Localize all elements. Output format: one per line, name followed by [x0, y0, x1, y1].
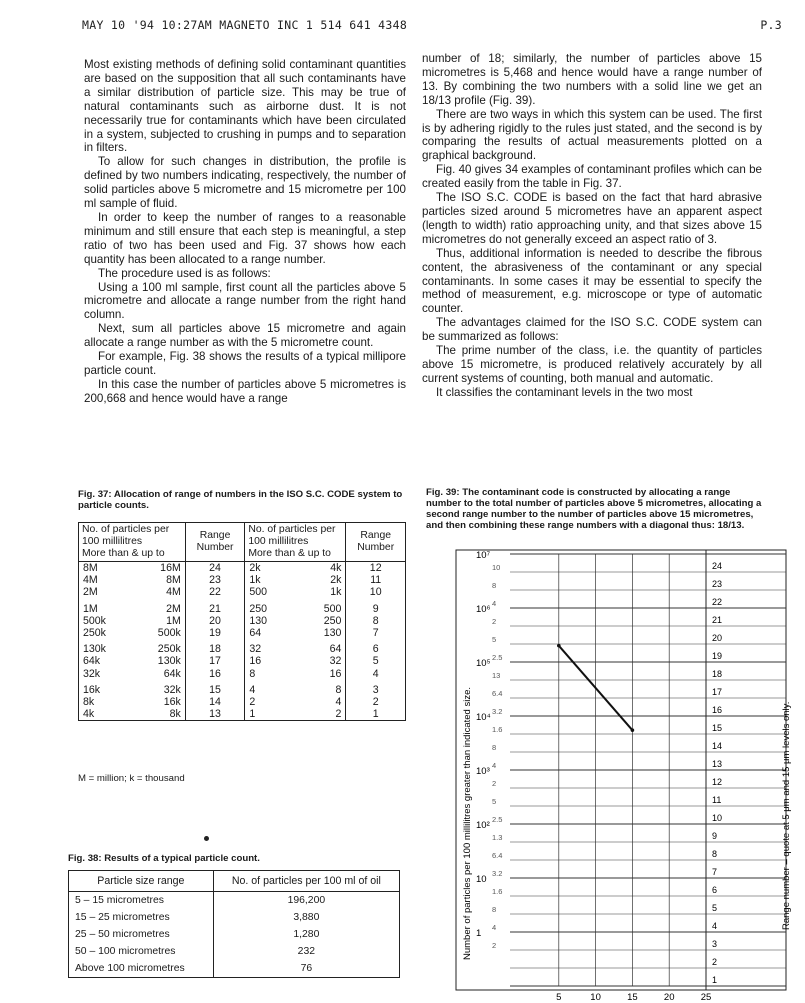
table-cell: 4	[249, 683, 256, 696]
decade-label: 10⁷	[476, 550, 491, 561]
range-number-label: 19	[712, 651, 723, 661]
table-row	[79, 668, 406, 680]
table-cell: 130	[295, 627, 346, 639]
table-cell: 8	[249, 667, 256, 680]
table-cell: 13	[185, 708, 245, 721]
table-row	[79, 639, 406, 655]
table-cell: 23	[185, 574, 245, 586]
table-cell: 250k	[132, 639, 185, 655]
x-tick-label: 15	[627, 992, 638, 1003]
inner-scale-label: 8	[492, 743, 497, 753]
table-cell: 9	[372, 602, 379, 615]
inner-scale-label: 2	[492, 941, 497, 951]
x-tick-label: 5	[556, 992, 562, 1003]
table-cell: 15	[185, 680, 245, 696]
page-number: P.3	[760, 18, 782, 32]
table-cell: 8	[295, 680, 346, 696]
table-cell: 500k	[83, 614, 106, 627]
table-cell: 24	[185, 562, 245, 575]
table-cell: 2	[249, 696, 256, 709]
table-row	[79, 586, 406, 598]
table-cell: 76	[213, 960, 399, 978]
range-number-label: 16	[712, 705, 723, 715]
range-axis-label: Range number – quote at 5 μm and 15 μm levels only.	[781, 701, 792, 930]
data-point	[631, 728, 635, 732]
inner-scale-label: 4	[492, 923, 497, 933]
paragraph: The prime number of the class, i.e. the quantity of particles above 15 micrometre, is produced relatively accurately by all current systems of counting, both manual and automatic.	[422, 344, 762, 385]
table-row	[79, 655, 406, 667]
decade-label: 10	[476, 874, 487, 885]
table-row	[79, 599, 406, 615]
paragraph: It classifies the contaminant levels in the two most	[436, 385, 693, 399]
table-cell: 7	[372, 627, 379, 640]
table-cell: 25 – 50 micrometres	[75, 929, 170, 940]
grid	[510, 550, 786, 990]
table-cell: 32k	[132, 680, 185, 696]
inner-scale-label: 3.2	[492, 707, 503, 717]
decade-label: 10⁵	[476, 658, 491, 669]
table-cell: Above 100 micrometres	[75, 963, 185, 974]
table-cell: 2M	[83, 586, 98, 599]
table-cell: 16k	[83, 683, 101, 696]
table-cell: 1M	[132, 615, 185, 627]
table-cell: 3,880	[213, 909, 399, 926]
table-cell: 1M	[83, 602, 98, 615]
table-cell: 21	[185, 599, 245, 615]
table-cell: 64k	[83, 655, 101, 668]
inner-scale-label: 1.6	[492, 887, 503, 897]
fig37-header-count: No. of particles per 100 millilitres More than & up to	[79, 523, 186, 562]
right-column	[422, 52, 762, 400]
paragraph: In this case the number of particles above 5 micrometres is 200,668 and hence would have a range	[84, 377, 406, 405]
table-cell: 250	[295, 615, 346, 627]
speck	[204, 836, 209, 841]
fig38-caption: Fig. 38: Results of a typical particle count.	[68, 853, 260, 864]
inner-scale-label: 8	[492, 905, 497, 915]
fig38-table	[68, 870, 400, 978]
inner-scale-label: 1.6	[492, 725, 503, 735]
table-cell: 32k	[83, 667, 101, 680]
table-cell: 10	[369, 586, 382, 599]
table-cell: 3	[372, 683, 379, 696]
table-cell: 8M	[83, 562, 98, 574]
table-cell: 16M	[132, 562, 185, 575]
range-number-label: 12	[712, 777, 723, 787]
table-cell: 64	[295, 639, 346, 655]
table-cell: 8	[372, 614, 379, 627]
range-number-label: 15	[712, 723, 723, 733]
table-cell: 5	[372, 655, 379, 668]
paragraph: To allow for such changes in distribution, the profile is defined by two numbers indicating, respectively, the number of solid particles above 5 micrometre and 15 micrometre per 100 ml sample of fluid.	[84, 155, 406, 211]
table-cell: 500	[249, 586, 267, 599]
table-cell: 6	[372, 643, 379, 656]
table-cell: 16	[295, 668, 346, 680]
table-cell: 64k	[132, 668, 185, 680]
range-number-label: 10	[712, 813, 723, 823]
inner-scale-label: 2	[492, 779, 497, 789]
range-number-label: 13	[712, 759, 723, 769]
table-cell: 196,200	[213, 892, 399, 910]
table-cell: 8M	[132, 574, 185, 586]
table-cell: 20	[185, 615, 245, 627]
decade-label: 10⁴	[476, 712, 491, 723]
table-cell: 250k	[83, 627, 106, 640]
table-cell: 16k	[132, 696, 185, 708]
table-cell: 130k	[83, 643, 106, 656]
fig37-note: M = million; k = thousand	[78, 773, 185, 784]
range-number-label: 8	[712, 849, 718, 859]
table-row	[79, 562, 406, 575]
range-number-label: 14	[712, 741, 723, 751]
table-cell: 232	[213, 943, 399, 960]
inner-scale-label: 2.5	[492, 815, 503, 825]
paragraph: Thus, additional information is needed to describe the fibrous content, the abrasiveness of the contaminant or any special contaminants. In some cases it may be essential to specify the method of measurement, e.g. microscope or type of automatic counter.	[422, 246, 762, 316]
table-cell: 130k	[132, 655, 185, 667]
range-number-label: 3	[712, 939, 718, 949]
table-cell: 11	[370, 574, 382, 587]
table-cell: 17	[185, 655, 245, 667]
table-row	[79, 627, 406, 639]
range-number-label: 5	[712, 903, 718, 913]
paragraph: For example, Fig. 38 shows the results of a typical millipore particle count.	[84, 350, 406, 377]
x-tick-label: 20	[663, 992, 675, 1003]
table-cell: 32	[295, 655, 346, 667]
data-point	[557, 644, 561, 648]
table-cell: 4	[372, 667, 379, 680]
range-number-label: 4	[712, 921, 718, 931]
table-cell: 5 – 15 micrometres	[75, 895, 164, 906]
table-cell: 500	[295, 599, 346, 615]
range-number-label: 9	[712, 831, 718, 841]
x-tick-label: 25	[700, 992, 712, 1003]
fig37-header-range-2: Range Number	[346, 523, 406, 562]
paragraph: In order to keep the number of ranges to a reasonable minimum and still ensure that each step is meaningful, a step ratio of two has been used and Fig. 37 shows how each quantity has been allocated to a range number.	[84, 210, 406, 266]
table-cell: 32	[249, 643, 262, 656]
table-cell: 1	[249, 708, 256, 721]
paragraph: Fig. 40 gives 34 examples of contaminant profiles which can be created easily from the table in Fig. 37.	[422, 163, 762, 191]
inner-scale-label: 5	[492, 797, 497, 807]
decade-label: 10⁶	[476, 604, 491, 615]
table-cell: 2k	[295, 574, 346, 586]
table-cell: 12	[369, 562, 382, 574]
range-number-label: 21	[712, 615, 723, 625]
paragraph: The ISO S.C. CODE is based on the fact that hard abrasive particles sized around 5 micrometres have an apparent aspect (length to width) ratio approaching unity, and that sizes above 15 micrometres do not generally exceed an aspect ratio of 3.	[422, 191, 762, 246]
table-cell: 19	[185, 627, 245, 639]
fax-line: MAY 10 '94 10:27AM MAGNETO INC 1 514 641 4348	[82, 18, 408, 32]
table-cell: 15 – 25 micrometres	[75, 912, 170, 923]
table-cell: 16	[185, 668, 245, 680]
table-cell: 22	[185, 586, 245, 598]
x-tick-label: 10	[590, 992, 601, 1003]
range-number-label: 24	[712, 561, 723, 571]
table-cell: 1k	[295, 586, 346, 598]
table-cell: 50 – 100 micrometres	[75, 946, 176, 957]
range-number-label: 22	[712, 597, 723, 607]
table-cell: 4k	[83, 708, 95, 721]
table-cell: 4M	[83, 574, 98, 587]
range-number-label: 1	[712, 975, 718, 985]
table-cell: 2k	[249, 562, 261, 574]
paragraph: There are two ways in which this system can be used. The first is by adhering rigidly to the rules just stated, and the second is by comparing the results of actual measurements plotted on a graphical background.	[422, 107, 762, 163]
table-row	[69, 960, 400, 978]
paragraph: Next, sum all particles above 15 micrometre and again allocate a range number as with the 5 micrometre count.	[84, 322, 406, 350]
inner-scale-label: 6.4	[492, 689, 503, 699]
inner-scale-label: 4	[492, 599, 497, 609]
table-cell: 8k	[83, 696, 95, 709]
marks	[462, 550, 792, 1003]
table-cell: 1	[372, 708, 379, 721]
table-cell: 500k	[132, 627, 185, 639]
inner-scale-label: 1.3	[492, 833, 503, 843]
paragraph: The procedure used is as follows:	[98, 266, 271, 280]
paragraph: Most existing methods of defining solid contaminant quantities are based on the supposition that all such contaminants have a similar distribution of particle size. This may be true of natural contaminants such as airborne dust. It is not necessarily true for contaminants which have been circulated in a system, subjected to crushing in pumps and to separation in filters.	[84, 58, 406, 155]
inner-scale-label: 6.4	[492, 851, 503, 861]
range-number-label: 18	[712, 669, 723, 679]
decade-label: 10²	[476, 820, 490, 831]
table-cell: 4	[295, 696, 346, 708]
paragraph: The advantages claimed for the ISO S.C. CODE system can be summarized as follows:	[422, 316, 762, 344]
fig37-table	[78, 522, 406, 721]
inner-scale-label: 4	[492, 761, 497, 771]
table-cell: 2	[372, 696, 379, 709]
inner-scale-label: 3.2	[492, 869, 503, 879]
fig39-chart	[420, 540, 792, 1003]
y-axis-label: Number of particles per 100 millilitres greater than indicated size.	[462, 687, 473, 960]
table-row	[79, 708, 406, 721]
table-cell: 2M	[132, 599, 185, 615]
fig38-header-count: No. of particles per 100 ml of oil	[213, 871, 399, 892]
table-row	[79, 696, 406, 708]
range-number-label: 20	[712, 633, 723, 643]
inner-scale-label: 2	[492, 617, 497, 627]
inner-scale-label: 8	[492, 581, 497, 591]
table-cell: 250	[249, 602, 267, 615]
inner-scale-label: 2.5	[492, 653, 503, 663]
table-row	[79, 615, 406, 627]
table-cell: 14	[185, 696, 245, 708]
table-row	[79, 574, 406, 586]
range-number-label: 11	[712, 795, 722, 805]
decade-label: 1	[476, 928, 482, 939]
table-row	[69, 909, 400, 926]
table-cell: 2	[295, 708, 346, 721]
table-cell: 18	[185, 639, 245, 655]
table-cell: 16	[249, 655, 262, 668]
inner-scale-label: 10	[492, 563, 501, 573]
table-cell: 4M	[132, 586, 185, 598]
range-number-label: 17	[712, 687, 723, 697]
inner-scale-label: 13	[492, 671, 501, 681]
left-column	[84, 58, 406, 406]
inner-scale-label: 5	[492, 635, 497, 645]
fig37-caption: Fig. 37: Allocation of range of numbers in the ISO S.C. CODE system to particle counts.	[78, 489, 403, 511]
table-cell: 1k	[249, 574, 261, 587]
paragraph: number of 18; similarly, the number of particles above 15 micrometres is 5,468 and hence would have a range number of 13. By combining the two numbers with a solid line we get an 18/13 profile (Fig. 39).	[422, 52, 762, 107]
fig39-caption: Fig. 39: The contaminant code is constructed by allocating a range number to the total number of particles above 5 micrometres, allocating a second range number to the number of particles above 15 micrometres, and then combining these range numbers with a diagonal thus: 18/13.	[426, 487, 762, 531]
range-number-label: 6	[712, 885, 718, 895]
range-number-label: 2	[712, 957, 718, 967]
paragraph: Using a 100 ml sample, first count all the particles above 5 micrometre and allocate a range number from the right hand column.	[84, 280, 406, 322]
table-row	[69, 926, 400, 943]
range-number-label: 7	[712, 867, 718, 877]
fig37-header-range: Range Number	[185, 523, 245, 562]
table-cell: 1,280	[213, 926, 399, 943]
table-row	[69, 892, 400, 910]
fig37-header-count-2: No. of particles per 100 millilitres More than & up to	[245, 523, 346, 562]
range-number-label: 23	[712, 579, 723, 589]
table-row	[69, 943, 400, 960]
fax-header	[82, 18, 782, 32]
table-cell: 4k	[295, 562, 346, 575]
fig38-header-size: Particle size range	[69, 871, 214, 892]
table-cell: 130	[249, 614, 267, 627]
table-cell: 8k	[132, 708, 185, 721]
table-row	[79, 680, 406, 696]
decade-label: 10³	[476, 766, 490, 777]
table-cell: 64	[249, 627, 262, 640]
